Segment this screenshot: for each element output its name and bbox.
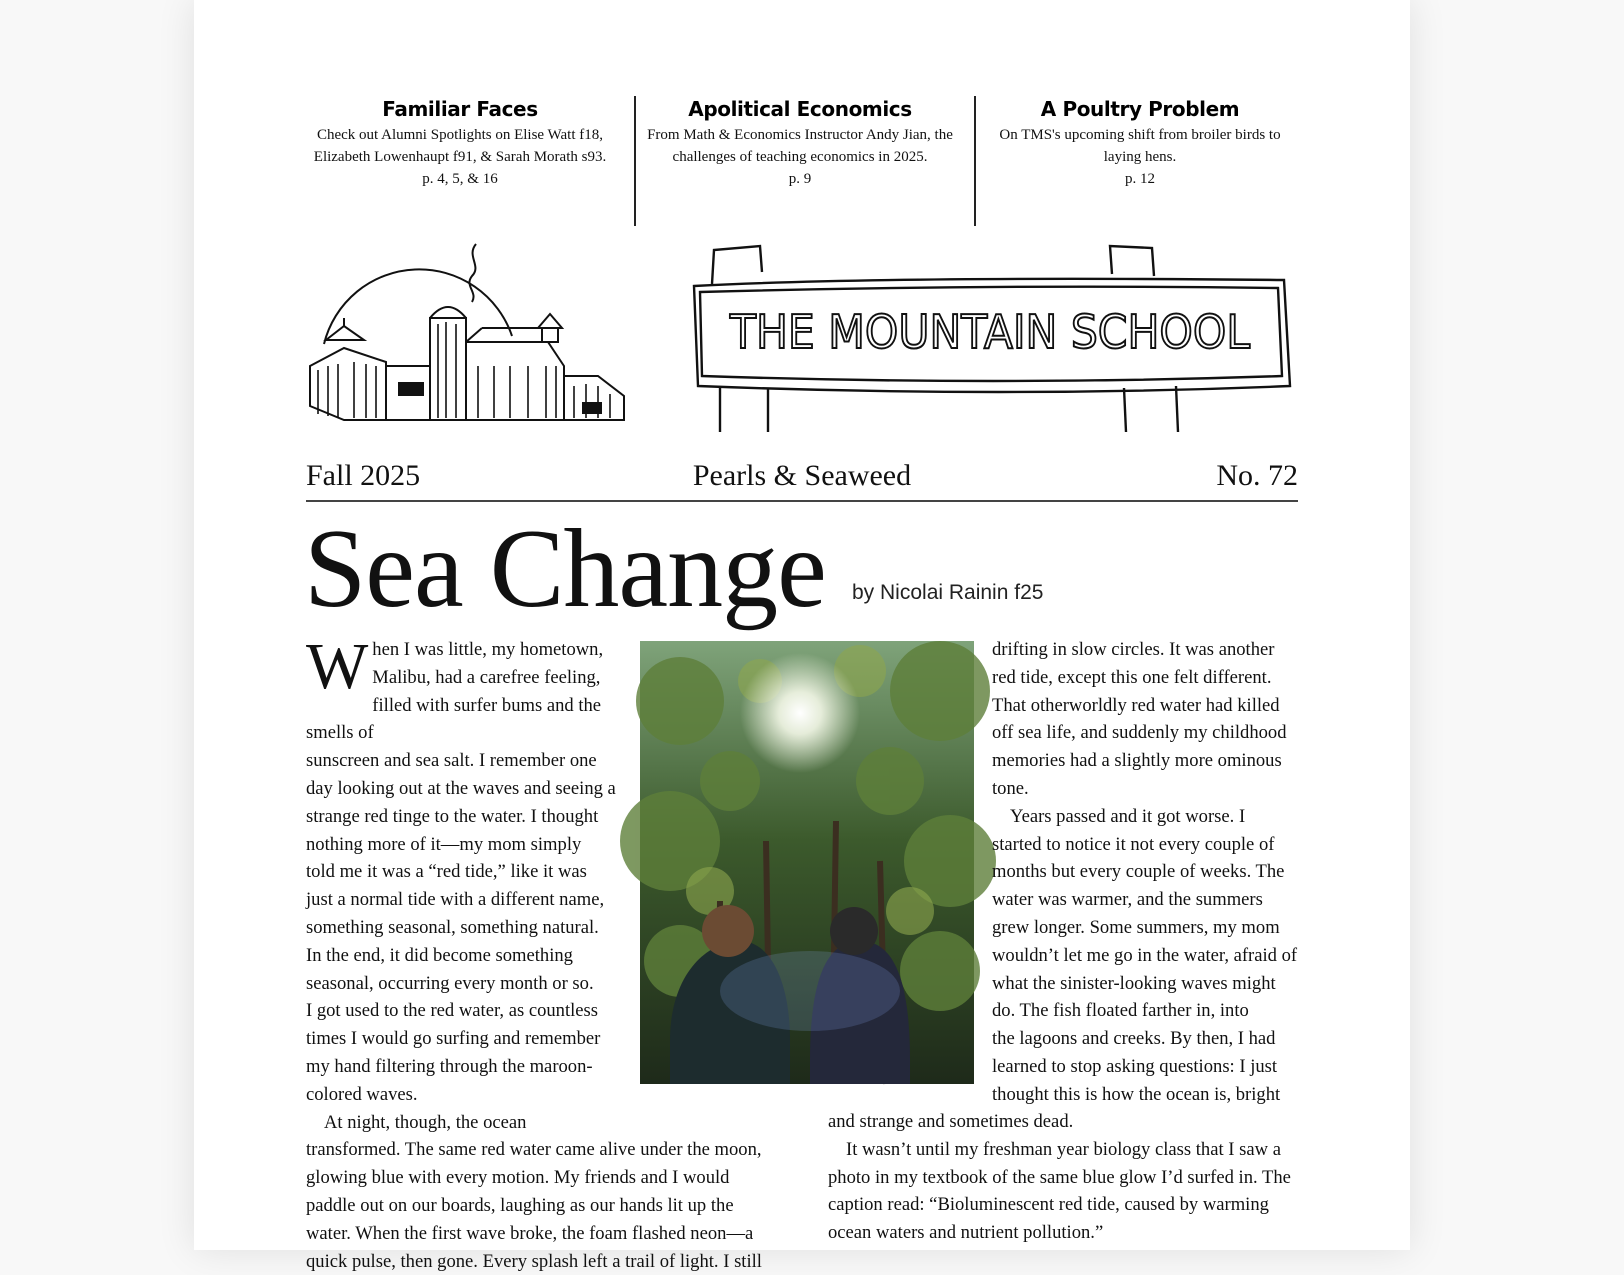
article-column-3 — [992, 636, 1302, 1109]
teaser-text: From Math & Economics Instructor Andy Jian, the challenges of teaching economics in 2025. — [647, 127, 953, 165]
article-line: red tide, except this one felt different. — [992, 666, 1272, 688]
article-line: memories had a slightly more ominous — [992, 750, 1282, 772]
teaser-familiar-faces[interactable] — [300, 96, 620, 190]
teaser-text: Check out Alumni Spotlights on Elise Watt f18, Elizabeth Lowenhaupt f91, & Sarah Morath s93. — [313, 127, 607, 165]
article-column-2 — [828, 1108, 1298, 1247]
article-line: Malibu, had a carefree feeling, — [372, 666, 601, 688]
article-line: grew longer. Some summers, my mom — [992, 916, 1280, 938]
article-line: transformed. The same red water came alive under the moon, — [306, 1139, 762, 1161]
article-line: That otherworldly red water had killed — [992, 694, 1280, 716]
article-line: filled with surfer bums and the smells of — [306, 694, 602, 744]
article-line: water was warmer, and the summers — [992, 889, 1263, 911]
article-line: At night, though, the ocean — [324, 1111, 527, 1133]
article-line: just a normal tide with a different name, — [306, 889, 605, 911]
article-line: do. The fish floated farther in, into — [992, 1000, 1249, 1022]
article-line: times I would go surfing and remember — [306, 1028, 601, 1050]
article-photo — [640, 641, 974, 1084]
article-line: thought this is how the ocean is, bright — [992, 1083, 1281, 1105]
article-line: colored waves. — [306, 1083, 418, 1105]
article-line: day looking out at the waves and seeing a — [306, 777, 616, 799]
article-line: I got used to the red water, as countless — [306, 1000, 599, 1022]
column-divider — [634, 96, 636, 226]
teaser-title: Apolitical Economics — [688, 97, 912, 121]
article-line: It wasn’t until my freshman year biology class that I saw a — [846, 1138, 1281, 1160]
article-line: caption read: “Bioluminescent red tide, caused by warming — [828, 1194, 1269, 1216]
article-line: drifting in slow circles. It was another — [992, 639, 1275, 660]
teaser-text: On TMS's upcoming shift from broiler birds to laying hens. — [999, 127, 1281, 165]
article-line: started to notice it not every couple of — [992, 833, 1275, 855]
sign-text: THE MOUNTAIN SCHOOL — [729, 305, 1251, 359]
teaser-apolitical-economics[interactable] — [640, 96, 960, 190]
article-line: glowing blue with every motion. My friends and I would — [306, 1167, 730, 1189]
article-title: Sea Change — [304, 507, 826, 631]
issue-number: No. 72 — [1216, 459, 1298, 492]
masthead-rule — [306, 500, 1298, 502]
issue-season: Fall 2025 — [306, 459, 421, 492]
article-line: In the end, it did become something — [306, 944, 573, 966]
article-line: water. When the first wave broke, the foam flashed neon—a — [306, 1222, 754, 1244]
teaser-title: A Poultry Problem — [1040, 97, 1240, 121]
article-line: the lagoons and creeks. By then, I had — [992, 1028, 1276, 1050]
article-line: sunscreen and sea salt. I remember one — [306, 750, 597, 772]
teaser-page-ref: p. 4, 5, & 16 — [422, 171, 498, 187]
teaser-page-ref: p. 12 — [1125, 171, 1155, 187]
teaser-page-ref: p. 9 — [788, 171, 812, 187]
article-line: wouldn’t let me go in the water, afraid of — [992, 944, 1298, 966]
article-line: Years passed and it got worse. I — [1010, 805, 1246, 827]
article-line: something seasonal, something natural. — [306, 916, 599, 938]
barn-illustration — [306, 236, 626, 426]
column-divider — [974, 96, 976, 226]
article-line: told me it was a “red tide,” like it was — [306, 861, 587, 883]
article-line: off sea life, and suddenly my childhood — [992, 722, 1287, 744]
newspaper-page — [194, 0, 1410, 1272]
teaser-title: Familiar Faces — [382, 97, 538, 121]
article-line: paddle out on our boards, laughing as our hands lit up the — [306, 1194, 734, 1216]
article-line: and strange and sometimes dead. — [828, 1111, 1074, 1132]
article-line: learned to stop asking questions: I just — [992, 1055, 1278, 1077]
newspaper-name: Pearls & Seaweed — [692, 459, 912, 492]
article-line: tone. — [992, 777, 1029, 799]
teaser-poultry-problem[interactable] — [980, 96, 1300, 190]
article-line: ocean waters and nutrient pollution.” — [828, 1222, 1104, 1244]
article-line: quick pulse, then gone. Every splash left a trail of light. I still — [306, 1250, 762, 1272]
article-line: my hand filtering through the maroon- — [306, 1055, 593, 1077]
article-line: nothing more of it—my mom simply — [306, 833, 582, 855]
article-line: strange red tinge to the water. I thought — [306, 805, 599, 827]
article-line: photo in my textbook of the same blue glow I’d surfed in. The — [828, 1166, 1291, 1188]
mountain-school-sign — [684, 236, 1296, 434]
article-line: hen I was little, my hometown, — [372, 639, 604, 660]
article-line: seasonal, occurring every month or so. — [306, 972, 594, 994]
article-line: months but every couple of weeks. The — [992, 861, 1285, 883]
drop-cap: W — [306, 630, 369, 703]
article-byline: by Nicolai Rainin f25 — [852, 581, 1044, 604]
article-line: what the sinister-looking waves might — [992, 972, 1276, 994]
